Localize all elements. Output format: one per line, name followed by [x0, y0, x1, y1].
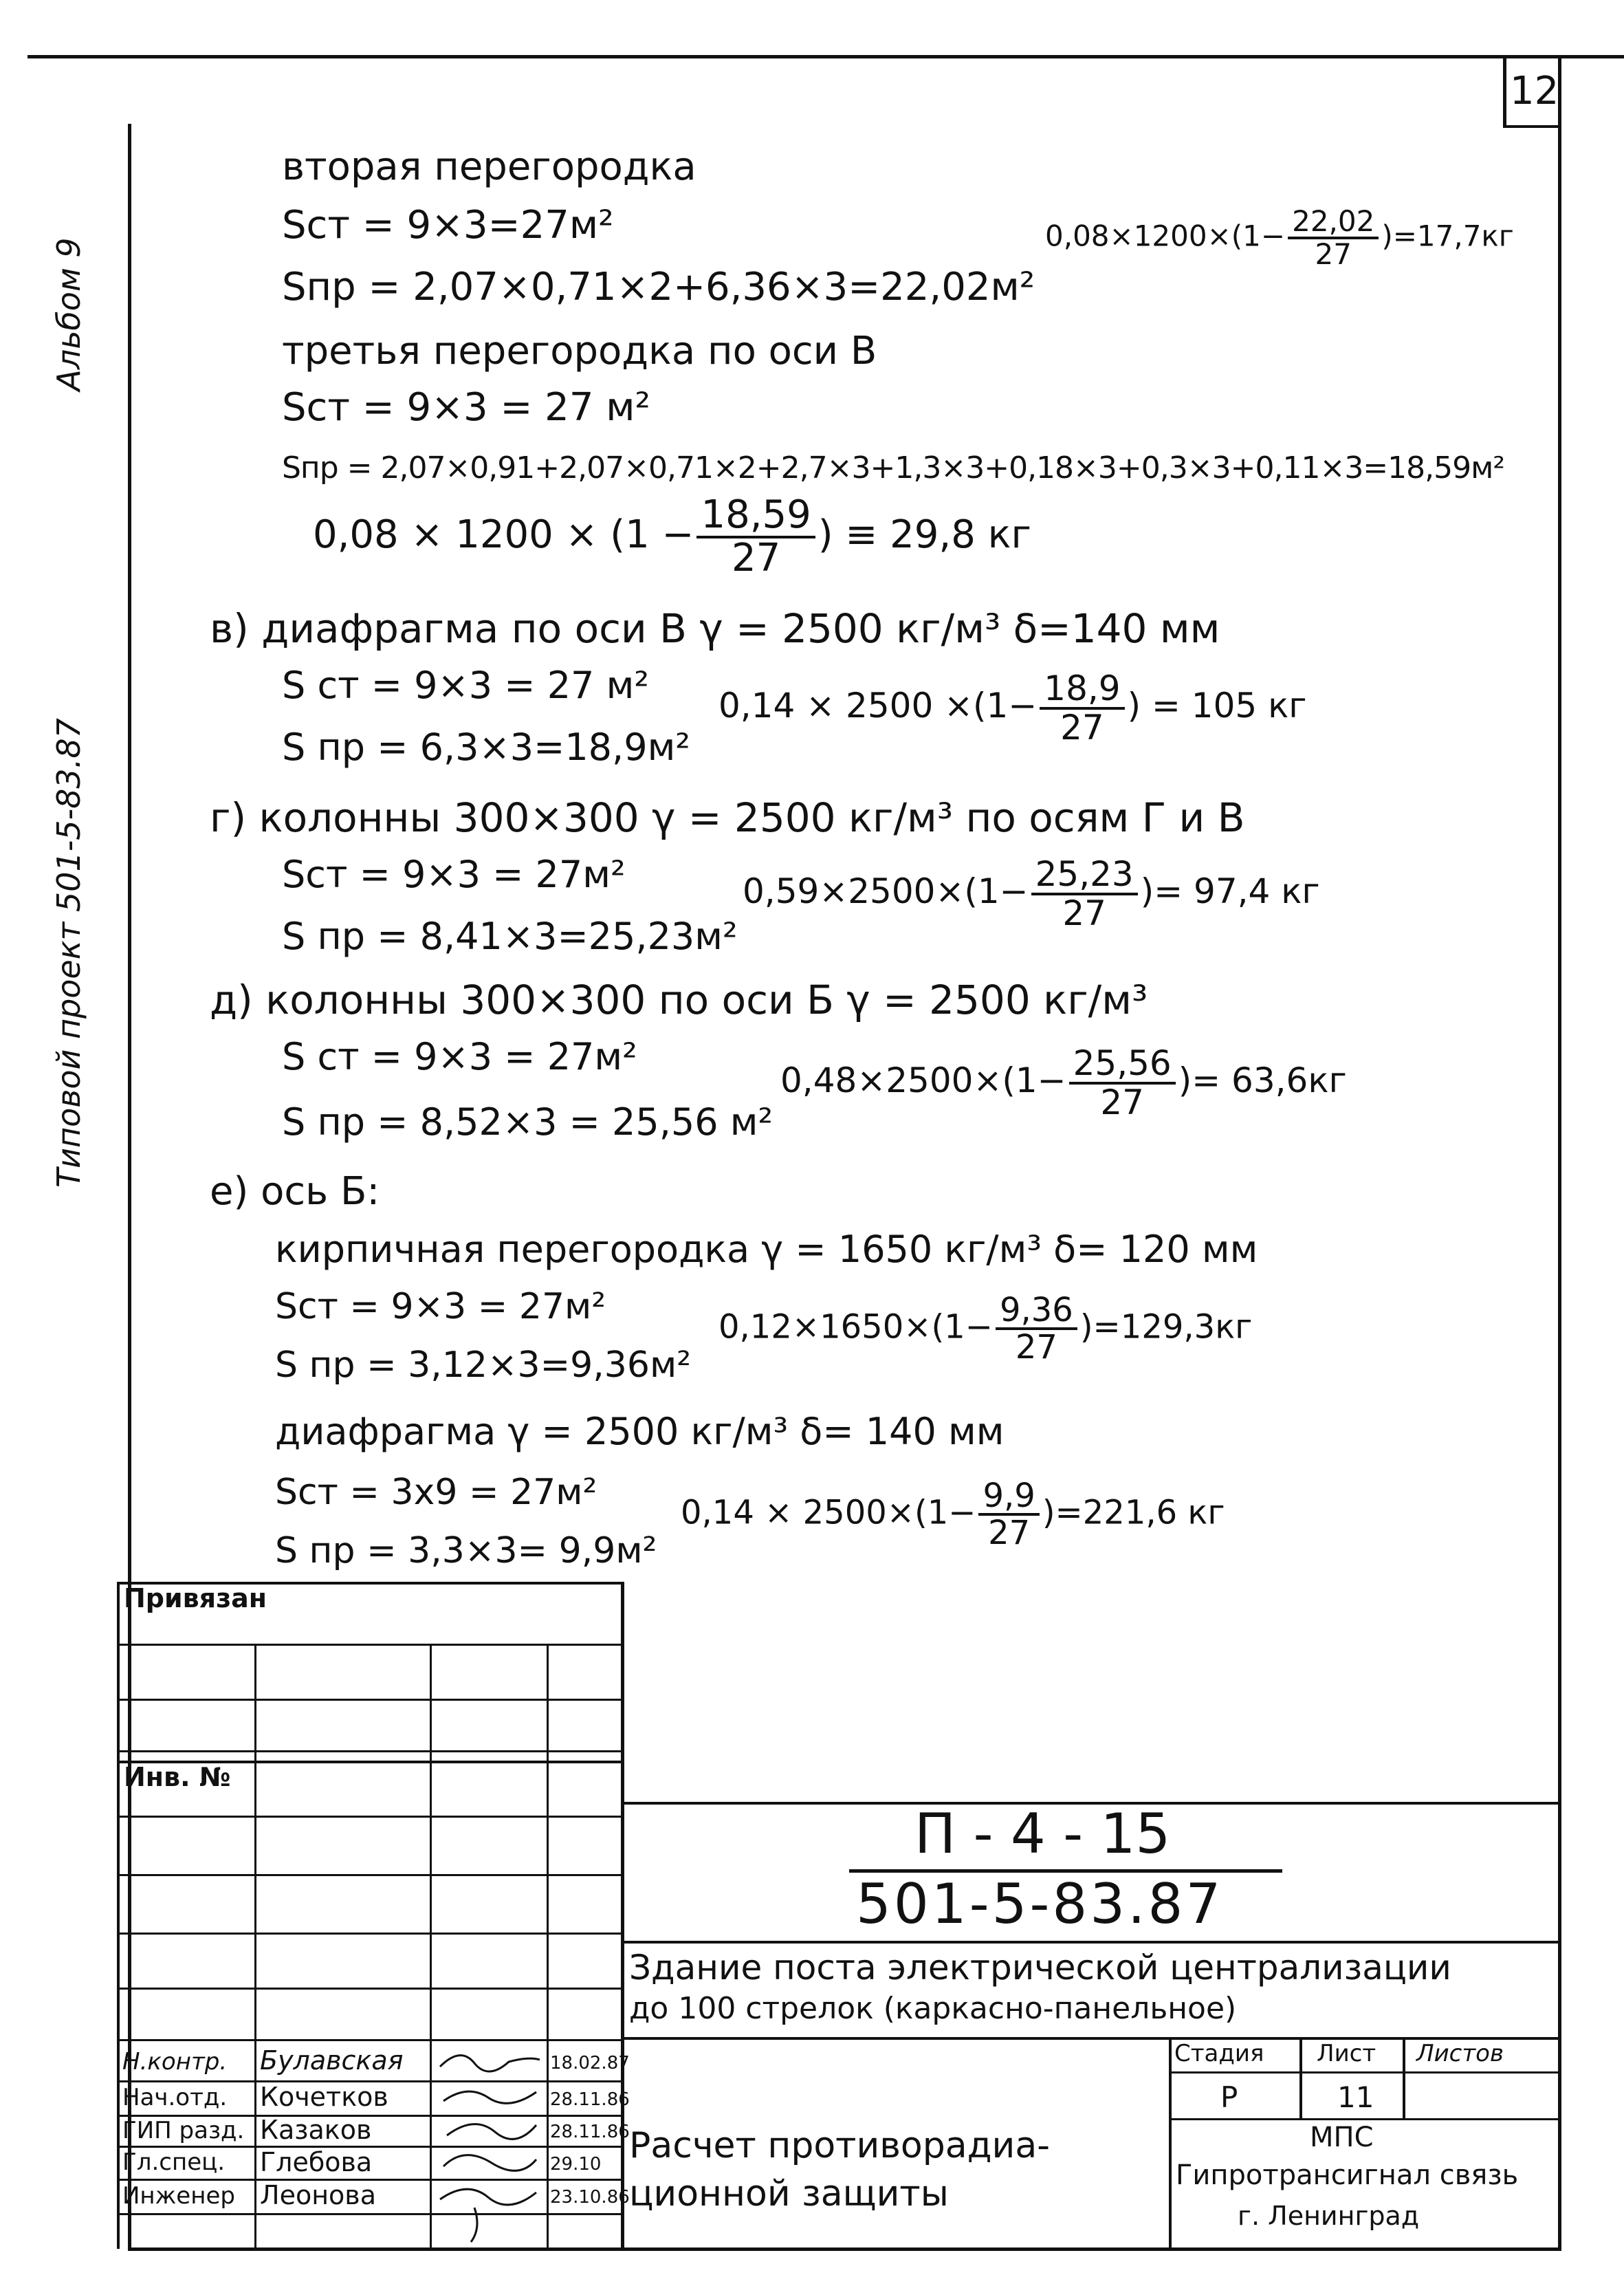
- calc-line-4: третья перегородка по оси В: [282, 329, 877, 373]
- sig-row-4-date: 29.10: [550, 2154, 602, 2175]
- tb-col-sheets: [1403, 2037, 1405, 2120]
- sig-row-2-name: Кочетков: [260, 2082, 388, 2112]
- col-c: [547, 1644, 549, 2249]
- formula-prefix: 0,08×1200×(1−: [1045, 219, 1286, 253]
- tb-col-stage: [1169, 2037, 1172, 2249]
- section-g-s1: Sст = 9×3 = 27м²: [282, 853, 626, 896]
- fraction: [1031, 856, 1138, 931]
- sheets-header: Листов: [1416, 2040, 1504, 2067]
- calc-line-5: Sст = 9×3 = 27 м²: [282, 385, 650, 430]
- bind-right: [621, 1582, 624, 2249]
- section-d-formula: [780, 1045, 1347, 1120]
- org-line-2: Гипротрансигнал связь: [1176, 2159, 1519, 2191]
- section-e-formula-1: [718, 1293, 1252, 1365]
- col-b: [430, 1644, 432, 2249]
- section-d-heading: д) колонны 300×300 по оси Б γ = 2500 кг/м³: [210, 977, 1148, 1023]
- fraction-numerator: 25,23: [1031, 856, 1138, 895]
- formula-result: ) ≡ 29,8 кг: [818, 512, 1031, 557]
- formula-prefix: 0,48×2500×(1−: [780, 1060, 1066, 1100]
- sheet-box-bottom: [1503, 125, 1561, 128]
- sig-row-5-name: Леонова: [260, 2180, 376, 2210]
- formula-prefix: 0,14 × 2500 ×(1−: [718, 686, 1038, 726]
- section-v-heading: в) диафрагма по оси В γ = 2500 кг/м³ δ=140 мм: [210, 605, 1220, 652]
- fraction: [996, 1293, 1077, 1365]
- section-e-s2: S пр = 3,12×3=9,36м²: [275, 1345, 692, 1386]
- formula-prefix: 0,12×1650×(1−: [718, 1307, 993, 1347]
- sig-row-3-name: Казаков: [260, 2115, 372, 2145]
- fraction-numerator: 9,36: [996, 1293, 1077, 1330]
- sig-row-2-date: 28.11.86: [550, 2089, 630, 2110]
- section-e-diaphragm: диафрагма γ = 2500 кг/м³ δ= 140 мм: [275, 1410, 1005, 1453]
- section-e-s1: Sст = 9×3 = 27м²: [275, 1286, 606, 1327]
- side-text-middle: Типовой проект 501-5-83.87: [50, 718, 87, 1188]
- fraction-numerator: 9,9: [978, 1479, 1039, 1516]
- fraction-numerator: 25,56: [1069, 1045, 1176, 1085]
- side-text-top: Альбом 9: [50, 237, 87, 391]
- fraction: [1069, 1045, 1176, 1120]
- fraction-numerator: 22,02: [1288, 206, 1379, 239]
- section-v-s2: S пр = 6,3×3=18,9м²: [282, 726, 690, 769]
- formula-result: ) = 105 кг: [1127, 686, 1307, 726]
- fraction: [1288, 206, 1379, 270]
- section-v-formula: [718, 668, 1307, 748]
- col-a: [254, 1644, 256, 2249]
- org-line-3: г. Ленинград: [1238, 2201, 1420, 2231]
- formula-result: )=129,3кг: [1079, 1307, 1253, 1347]
- fraction: [1040, 668, 1124, 748]
- calc-line-2: Sст = 9×3=27м²: [282, 203, 614, 248]
- calc-line-6: Sпр = 2,07×0,91+2,07×0,71×2+2,7×3+1,3×3+0,18×3+0,3×3+0,11×3=18,59м²: [282, 450, 1504, 486]
- fraction-denominator: 27: [1062, 893, 1106, 933]
- sig-row-3-date: 28.11.86: [550, 2122, 630, 2142]
- tb-line-5: [1169, 2118, 1561, 2120]
- section-e-brick: кирпичная перегородка γ = 1650 кг/м³ δ= 120 мм: [275, 1228, 1258, 1271]
- stage-header: Стадия: [1174, 2040, 1264, 2067]
- sig-row-1-role: Н.контр.: [122, 2048, 228, 2076]
- fraction-denominator: 27: [1060, 707, 1104, 748]
- calc-line-3: Sпр = 2,07×0,71×2+6,36×3=22,02м²: [282, 265, 1035, 309]
- fraction-denominator: 27: [731, 535, 781, 580]
- building-name-2: до 100 стрелок (каркасно-панельное): [629, 1991, 1237, 2026]
- section-g-formula: [743, 856, 1320, 931]
- top-border: [28, 55, 1624, 58]
- sig-row-1-date: 18.02.87: [550, 2053, 630, 2073]
- calc-line-1: вторая перегородка: [282, 144, 696, 189]
- stage-value: Р: [1220, 2080, 1238, 2114]
- left-border: [128, 124, 131, 2249]
- fraction-numerator: 18,59: [696, 495, 815, 538]
- fraction-denominator: 27: [1315, 237, 1352, 272]
- section-e-heading: е) ось Б:: [210, 1169, 380, 1214]
- section-v-s1: S ст = 9×3 = 27 м²: [282, 664, 649, 707]
- sig-row-4-name: Глебова: [260, 2147, 373, 2177]
- fraction: [978, 1479, 1039, 1551]
- inv-label: Инв. №: [124, 1762, 231, 1792]
- grid-r4: [117, 1988, 622, 1990]
- bottom-border: [128, 2247, 1561, 2251]
- section-e-s4: S пр = 3,3×3= 9,9м²: [275, 1530, 657, 1571]
- grid-r5: [117, 2039, 622, 2041]
- sheet-header: Лист: [1317, 2040, 1376, 2067]
- sheet-number: 12: [1510, 69, 1559, 113]
- fraction-denominator: 27: [1100, 1082, 1144, 1122]
- sig-row-5-date: 23.10.86: [550, 2187, 630, 2208]
- fraction-numerator: 18,9: [1040, 671, 1124, 710]
- sig-row-1-name: Булавская: [260, 2045, 404, 2076]
- formula-prefix: 0,08 × 1200 × (1 −: [313, 512, 694, 557]
- fraction: [696, 492, 815, 580]
- doc-title-2: ционной защиты: [629, 2173, 949, 2214]
- tb-line-4: [1169, 2071, 1561, 2073]
- calc-formula-l7: [313, 492, 1031, 580]
- right-border: [1558, 58, 1561, 2249]
- calc-formula-r1: [1045, 206, 1514, 270]
- doc-title-1: Расчет противорадиа-: [629, 2125, 1050, 2166]
- formula-result: )=17,7кг: [1381, 219, 1514, 253]
- tb-col-sheet: [1299, 2037, 1302, 2120]
- org-line-1: МПС: [1310, 2122, 1374, 2153]
- formula-result: )=221,6 кг: [1042, 1493, 1225, 1532]
- formula-result: )= 63,6кг: [1178, 1060, 1347, 1100]
- sig-row-2-role: Нач.отд.: [122, 2084, 228, 2111]
- formula-prefix: 0,14 × 2500×(1−: [681, 1493, 976, 1532]
- sheet-value: 11: [1337, 2080, 1374, 2114]
- formula-prefix: 0,59×2500×(1−: [743, 871, 1029, 911]
- fraction-denominator: 27: [988, 1514, 1031, 1553]
- sig-row-4-role: Гл.спец.: [122, 2148, 226, 2176]
- bind-left: [117, 1582, 120, 2249]
- section-e-s3: Sст = 3х9 = 27м²: [275, 1472, 597, 1513]
- section-d-s2: S пр = 8,52×3 = 25,56 м²: [282, 1100, 773, 1144]
- sig-row-3-role: ГИП разд.: [122, 2117, 245, 2144]
- section-g-s2: S пр = 8,41×3=25,23м²: [282, 915, 738, 958]
- grid-r3: [117, 1933, 622, 1935]
- section-d-s1: S ст = 9×3 = 27м²: [282, 1035, 637, 1078]
- project-code-1: П - 4 - 15: [914, 1802, 1171, 1866]
- formula-result: )= 97,4 кг: [1140, 871, 1320, 911]
- sheet-box-left: [1503, 58, 1506, 127]
- grid-r2: [117, 1874, 622, 1876]
- project-code-2: 501-5-83.87: [856, 1872, 1224, 1936]
- sig-row-5-role: Инженер: [122, 2182, 235, 2210]
- section-e-formula-2: [681, 1479, 1225, 1551]
- signatures-icon: [433, 2043, 547, 2249]
- bind-label: Привязан: [124, 1583, 267, 1613]
- section-g-heading: г) колонны 300×300 γ = 2500 кг/м³ по осям Г и В: [210, 794, 1245, 841]
- building-name-1: Здание поста электрической централизации: [629, 1948, 1451, 1988]
- grid-r1: [117, 1816, 622, 1818]
- tb-line-2: [622, 1941, 1561, 1944]
- fraction-denominator: 27: [1015, 1328, 1057, 1367]
